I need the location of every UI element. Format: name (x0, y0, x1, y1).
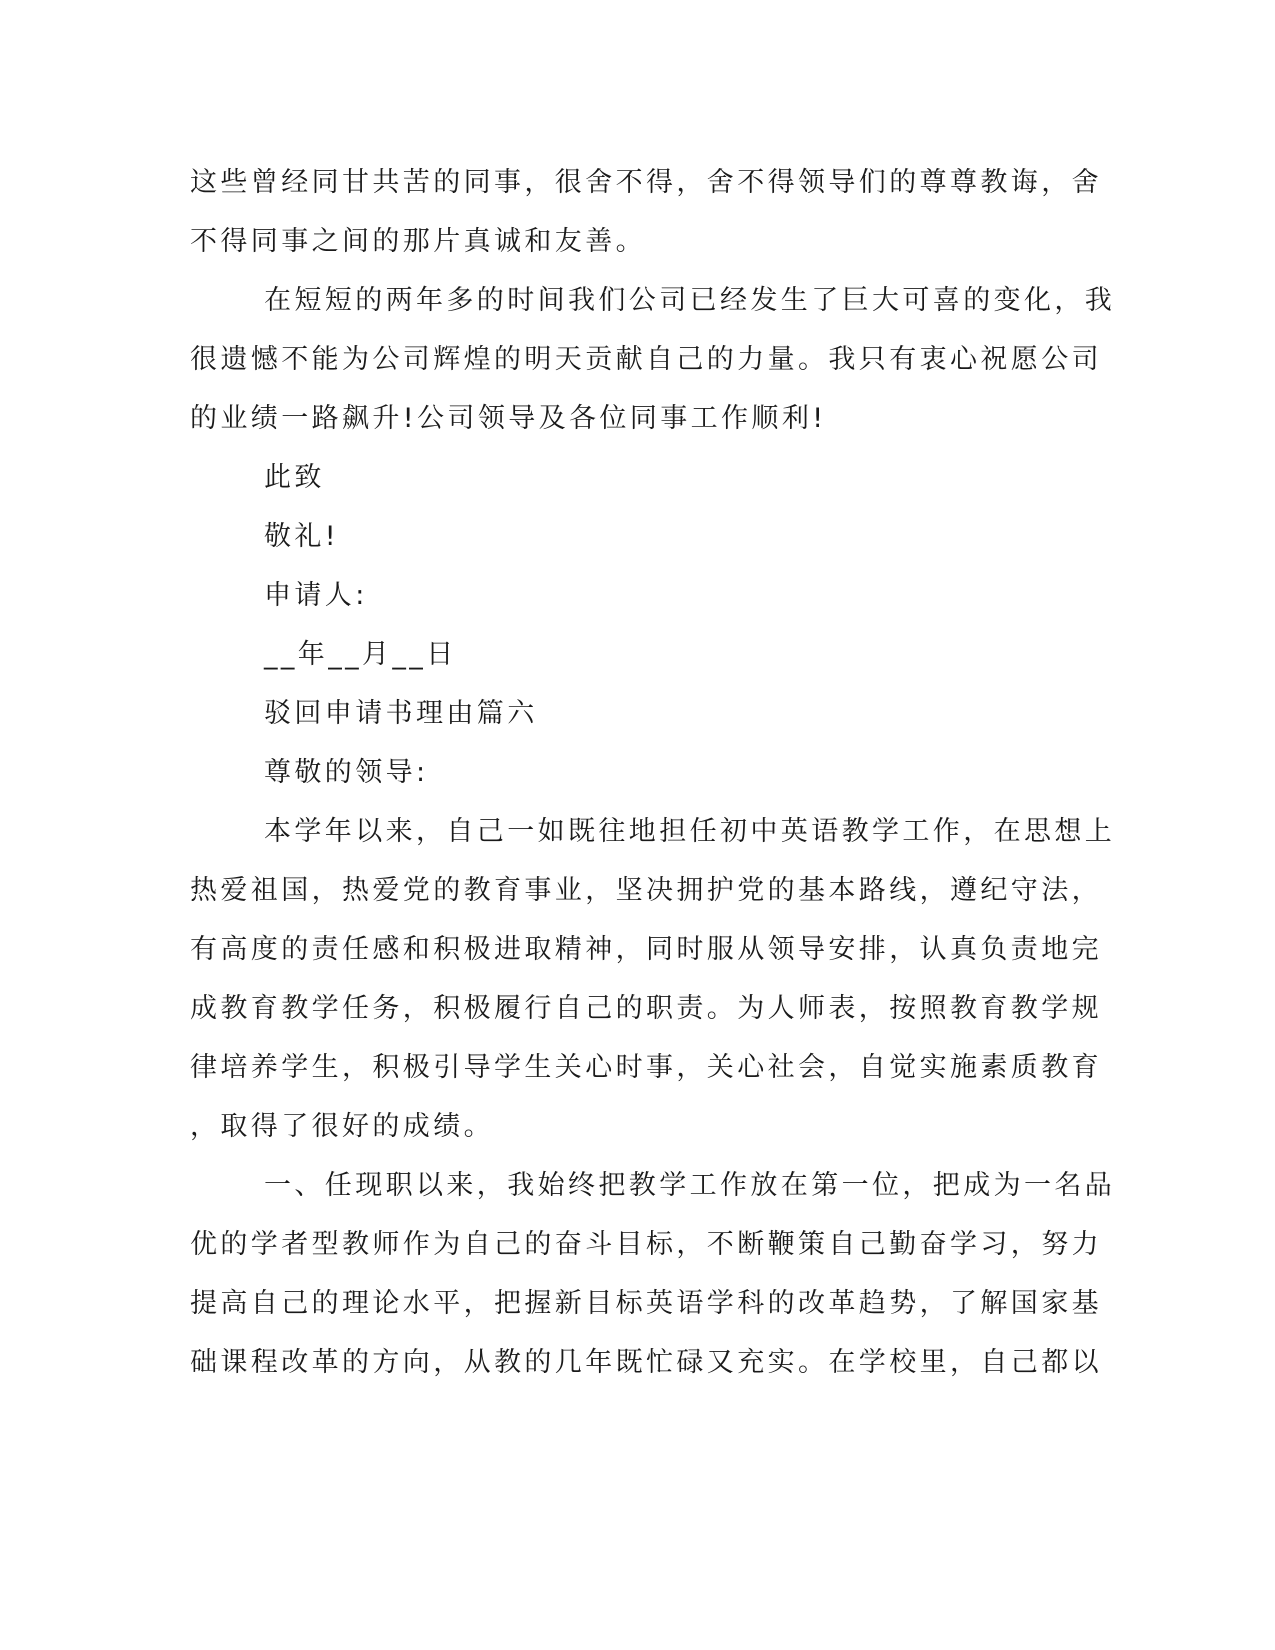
text-line: 优的学者型教师作为自己的奋斗目标，不断鞭策自己勤奋学习，努力 (190, 1229, 1102, 1260)
text-line: 热爱祖国，热爱党的教育事业，坚决拥护党的基本路线，遵纪守法， (190, 875, 1102, 906)
text-line: ，取得了很好的成绩。 (190, 1111, 494, 1142)
closing-regards: 敬礼! (264, 521, 340, 552)
text-line: 有高度的责任感和积极进取精神，同时服从领导安排，认真负责地完 (190, 934, 1102, 965)
text-line: 一、任现职以来，我始终把教学工作放在第一位，把成为一名品 (264, 1170, 1116, 1201)
greeting: 尊敬的领导: (264, 757, 429, 788)
text-line: 不得同事之间的那片真诚和友善。 (190, 226, 646, 257)
text-line: 在短短的两年多的时间我们公司已经发生了巨大可喜的变化，我 (264, 285, 1116, 316)
closing-salutation: 此致 (264, 462, 325, 493)
text-line: 成教育教学任务，积极履行自己的职责。为人师表，按照教育教学规 (190, 993, 1102, 1024)
text-line: 础课程改革的方向，从教的几年既忙碌又充实。在学校里，自己都以 (190, 1347, 1102, 1378)
text-line: 很遗憾不能为公司辉煌的明天贡献自己的力量。我只有衷心祝愿公司 (190, 344, 1102, 375)
applicant-label: 申请人: (264, 580, 368, 611)
section-heading: 驳回申请书理由篇六 (264, 698, 538, 729)
text-line: 的业绩一路飙升!公司领导及各位同事工作顺利! (190, 403, 827, 434)
text-line: 这些曾经同甘共苦的同事，很舍不得，舍不得领导们的尊尊教诲，舍 (190, 167, 1102, 198)
text-line: 提高自己的理论水平，把握新目标英语学科的改革趋势，了解国家基 (190, 1288, 1102, 1319)
date-line: __年__月__日 (264, 639, 457, 670)
text-line: 律培养学生，积极引导学生关心时事，关心社会，自觉实施素质教育 (190, 1052, 1102, 1083)
text-line: 本学年以来，自己一如既往地担任初中英语教学工作，在思想上 (264, 816, 1116, 847)
